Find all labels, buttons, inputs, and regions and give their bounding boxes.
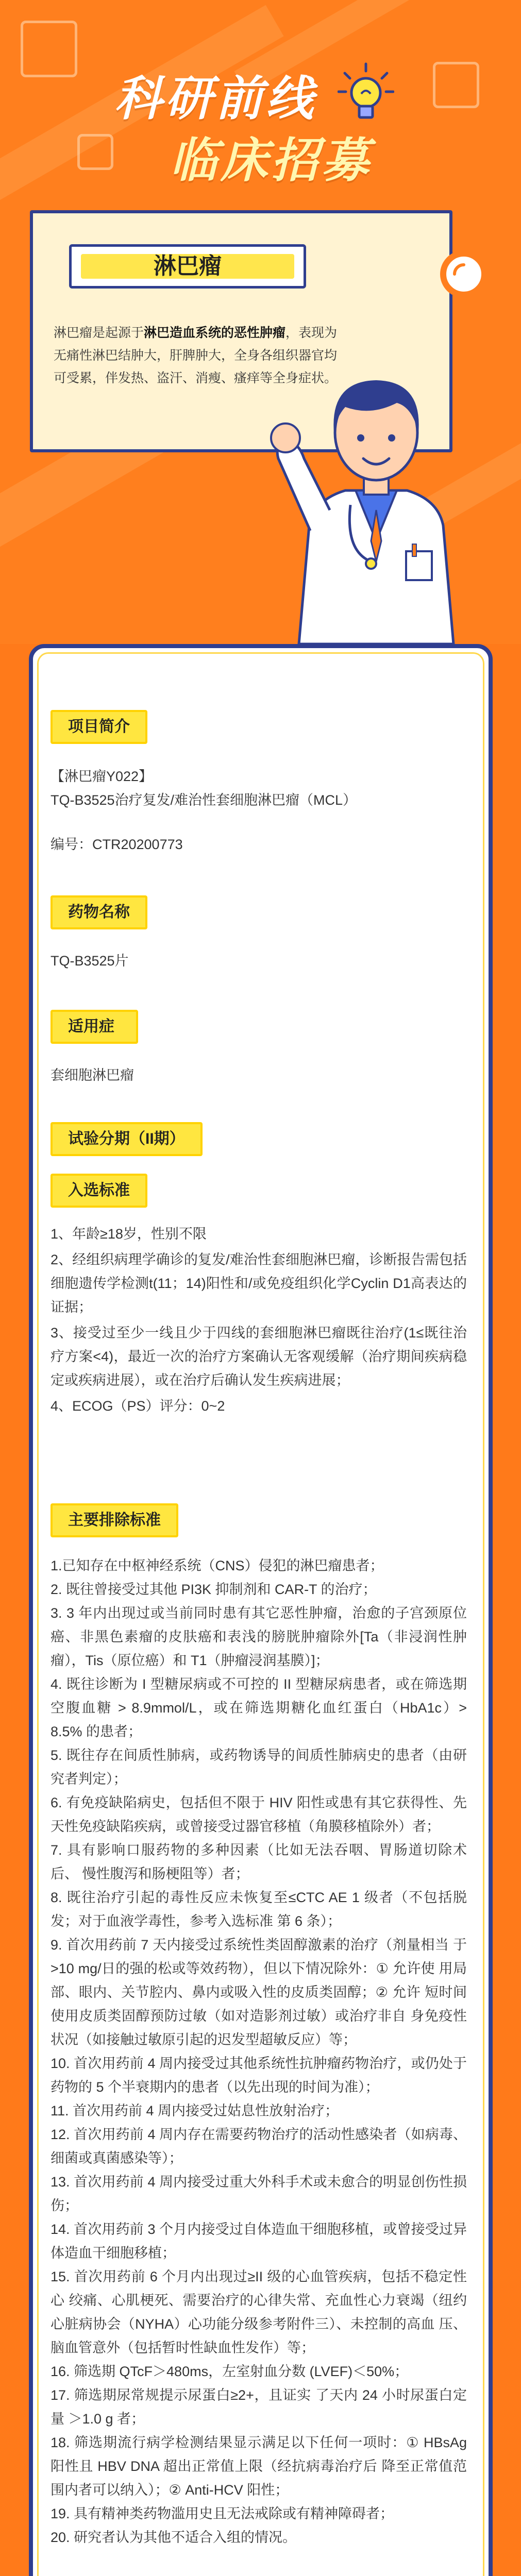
disease-name: 淋巴瘤 bbox=[154, 253, 222, 279]
drug-name-value: TQ-B3525片 bbox=[51, 953, 129, 969]
content-panel bbox=[29, 644, 493, 2576]
project-description: TQ-B3525治疗复发/难治性套细胞淋巴瘤（MCL） bbox=[51, 792, 357, 808]
disease-tag bbox=[69, 244, 306, 289]
exclusion-item: 19. 具有精神类药物滥用史且无法戒除或有精神障碍者； bbox=[51, 2506, 394, 2521]
indication-value: 套细胞淋巴瘤 bbox=[51, 1067, 134, 1083]
exclusion-item: 11. 首次用药前 4 周内接受过姑息性放射治疗； bbox=[51, 2103, 339, 2119]
section-title-drug-name: 药物名称 bbox=[51, 895, 147, 929]
exclusion-item: 20. 研究者认为其他不适合入组的情况。 bbox=[51, 2530, 297, 2545]
disease-description: 淋巴瘤是起源于淋巴造血系统的恶性肿瘤，表现为无痛性淋巴结肿大，肝脾肿大，全身各组织器官均可受累，伴发热、盗汗、消瘦、瘙痒等全身症状。 bbox=[54, 326, 338, 385]
section-title-inclusion: 入选标准 bbox=[51, 1174, 147, 1208]
exclusion-item: 2. 既往曾接受过其他 PI3K 抑制剂和 CAR-T 的治疗； bbox=[51, 1582, 377, 1597]
exclusion-item: 1.已知存在中枢神经系统（CNS）侵犯的淋巴瘤患者； bbox=[51, 1558, 384, 1573]
section-title-indication: 适用症 bbox=[51, 1010, 138, 1044]
project-intro-text bbox=[51, 765, 467, 856]
exclusion-item: 6. 有免疫缺陷病史，包括但不限于 HIV 阳性或患有其它获得性、先 天性免疫缺陷疾病，或曾接受过器官移植（角膜移植除外）者； bbox=[51, 1795, 467, 1834]
inclusion-list bbox=[51, 1222, 467, 1420]
section-title-exclusion: 主要排除标准 bbox=[51, 1503, 178, 1537]
exclusion-item: 12. 首次用药前 4 周内存在需要药物治疗的活动性感染者（如病毒、 细菌或真菌感染等）； bbox=[51, 2127, 467, 2166]
exclusion-item: 5. 既往存在间质性肺病，或药物诱导的间质性肺病史的患者（由研 究者判定）； bbox=[51, 1748, 467, 1787]
hero-title-line1: 科研前线 bbox=[114, 73, 317, 125]
exclusion-item: 16. 筛选期 QTcF＞480ms，左室射血分数 (LVEF)＜50%； bbox=[51, 2364, 409, 2379]
exclusion-item: 4. 既往诊断为 I 型糖尿病或不可控的 II 型糖尿病患者，或在筛选期 空腹血糖 > 8.9mmol/L，或在筛选期糖化血红蛋白（HbA1c）> 8.5% 的患者； bbox=[51, 1676, 467, 1739]
magnifier-icon bbox=[437, 247, 499, 309]
exclusion-item: 15. 首次用药前 6 个月内出现过≥II 级的心血管疾病，包括不稳定性心 绞痛、心肌梗死、需要治疗的心律失常、充血性心力衰竭（纽约 心脏病协会（NYHA）心功能分级参考附件三）、未控制的高血 压、脑血管意外（包括暂时性缺血性发作）等； bbox=[51, 2269, 467, 2355]
decor-square bbox=[21, 21, 77, 77]
exclusion-item: 9. 首次用药前 7 天内接受过系统性类固醇激素的治疗（剂量相当 于>10 mg/日的强的松或等效药物），但以下情况除外：① 允许使 用局部、眼内、关节腔内、鼻内或吸入性的皮质类固醇；② 允许 短时间使用皮质类固醇预防过敏（如对造影剂过敏）或治疗非自 身免疫性状况（如接触过敏原引起的迟发型超敏反应）等； bbox=[51, 1937, 467, 2047]
exclusion-item: 13. 首次用药前 4 周内接受过重大外科手术或未愈合的明显创伤性损 伤； bbox=[51, 2174, 467, 2213]
decor-square bbox=[77, 134, 113, 170]
inclusion-item: 2、经组织病理学确诊的复发/难治性套细胞淋巴瘤，诊断报告需包括细胞遗传学检测t(11；14)阳性和/或免疫组织化学Cyclin D1高表达的证据； bbox=[51, 1252, 467, 1315]
hero-banner bbox=[0, 0, 521, 644]
exclusion-item: 7. 具有影响口服药物的多种因素（比如无法吞咽、胃肠道切除术后、 慢性腹泻和肠梗阻等）者； bbox=[51, 1842, 467, 1882]
decor-square bbox=[433, 62, 479, 108]
exclusion-item: 3. 3 年内出现过或当前同时患有其它恶性肿瘤，治愈的子宫颈原位 癌、非黑色素瘤的皮肤癌和表浅的膀胱肿瘤除外[Ta（非浸润性肿 瘤），Tis（原位癌）和 T1（肿瘤浸润基膜）]； bbox=[51, 1605, 467, 1668]
project-number: 编号：CTR20200773 bbox=[51, 837, 183, 852]
exclusion-item: 14. 首次用药前 3 个月内接受过自体造血干细胞移植，或曾接受过异 体造血干细胞移植； bbox=[51, 2222, 467, 2261]
exclusion-item: 17. 筛选期尿常规提示尿蛋白≥2+，且证实 了天内 24 小时尿蛋白定量 ＞1.0 g 者； bbox=[51, 2387, 467, 2427]
doctor-illustration bbox=[268, 355, 484, 644]
section-title-trial-phase: 试验分期（II期） bbox=[51, 1122, 203, 1156]
exclusion-list bbox=[51, 1554, 467, 2549]
inclusion-item: 4、ECOG（PS）评分：0~2 bbox=[51, 1398, 225, 1414]
inclusion-item: 1、年龄≥18岁，性别不限 bbox=[51, 1226, 207, 1242]
exclusion-item: 10. 首次用药前 4 周内接受过其他系统性抗肿瘤药物治疗，或仍处于 药物的 5 个半衰期内的患者（以先出现的时间为准）； bbox=[51, 2056, 467, 2095]
exclusion-item: 18. 筛选期流行病学检测结果显示满足以下任何一项时：① HBsAg 阳性且 HBV DNA 超出正常值上限（经抗病毒治疗后 降至正常值范围内者可以纳入）；② Anti-HCV 阳性； bbox=[51, 2435, 467, 2498]
inclusion-item: 3、接受过至少一线且少于四线的套细胞淋巴瘤既往治疗(1≤既往治疗方案<4)，最近一次的治疗方案确认无客观缓解（治疗期间疾病稳定或疾病进展），或在治疗后确认发生疾病进展； bbox=[51, 1325, 467, 1388]
lightbulb-icon bbox=[338, 62, 394, 124]
hero-title-line2: 临床招募 bbox=[170, 134, 373, 187]
exclusion-item: 8. 既往治疗引起的毒性反应未恢复至≤CTC AE 1 级者（不包括脱发；对于血液学毒性，参考入选标准 第 6 条）； bbox=[51, 1890, 467, 1929]
section-title-project-intro: 项目简介 bbox=[51, 710, 147, 744]
project-code: 【淋巴瘤Y022】 bbox=[51, 769, 153, 784]
